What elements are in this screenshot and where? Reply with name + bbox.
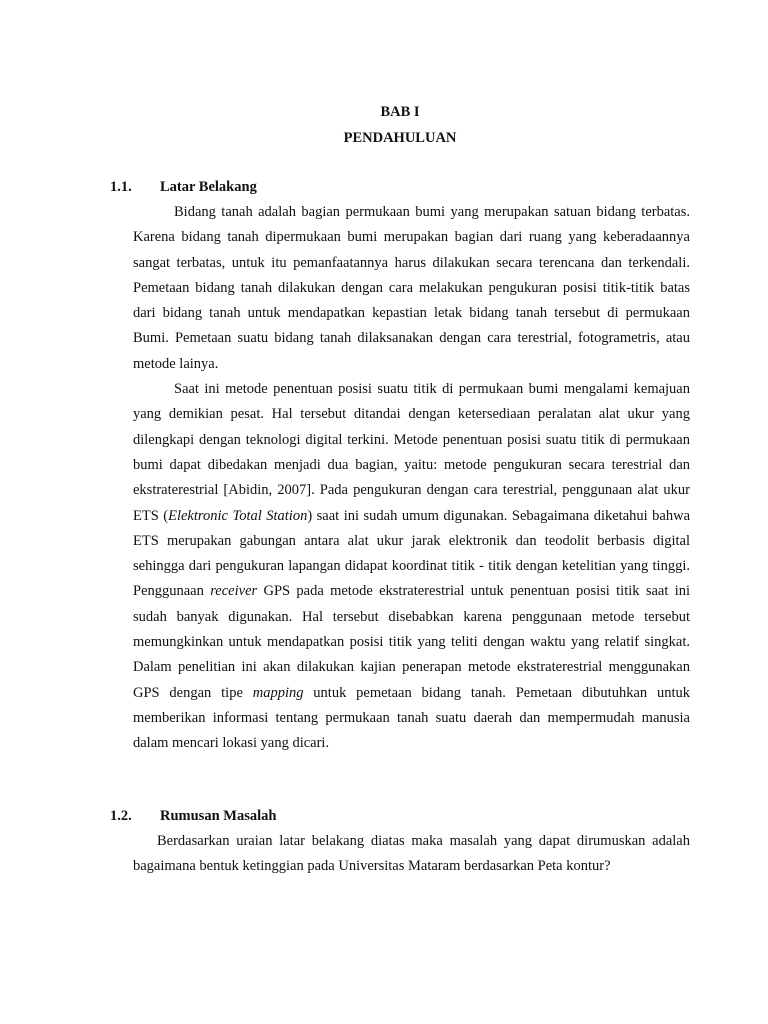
chapter-label: BAB I bbox=[380, 104, 420, 120]
section-heading-2 bbox=[110, 807, 276, 825]
italic-term: mapping bbox=[252, 684, 304, 701]
text-run: Saat ini metode penentuan posisi suatu titik di permukaan bumi mengalami kemajuan yang demikian pesat. Hal tersebut ditandai dengan ketersediaan peralatan alat ukur yang dilengkapi dengan teknologi digital terkini. Metode penentuan posisi suatu titik di permukaan bumi dapat dibedakan menjadi dua bagian, yaitu: metode pengukuran secara terestrial dan ekstraterestrial [Abidin, 2007]. Pada pengukuran dengan cara terestrial, penggunaan alat ukur ETS ( bbox=[133, 381, 690, 524]
italic-term: Elektronic Total Station bbox=[168, 507, 308, 524]
text-run: GPS pada metode ekstraterestrial untuk penentuan posisi titik saat ini sudah banyak digunakan. Hal tersebut disebabkan karena penggunaan metode tersebut memungkinkan untuk mendapatkan posisi titik yang teliti dengan waktu yang relatif singkat. Dalam penelitian ini akan dilakukan kajian penerapan metode ekstraterestrial menggunakan GPS dengan tipe bbox=[133, 583, 691, 701]
section-title: Rumusan Masalah bbox=[160, 808, 277, 824]
paragraph bbox=[133, 377, 690, 756]
section-body-1 bbox=[133, 200, 690, 757]
text-run: untuk pemetaan bidang tanah. Pemetaan dibutuhkan untuk memberikan informasi tentang permukaan tanah suatu daerah dan mempermudah manusia dalam mencari lokasi yang dicari. bbox=[133, 684, 690, 752]
paragraph: Berdasarkan uraian latar belakang diatas maka masalah yang dapat dirumuskan adalah bagaimana bentuk ketinggian pada Universitas Mataram berdasarkan Peta kontur? bbox=[133, 833, 690, 875]
text-run: ) saat ini sudah umum digunakan. Sebagaimana diketahui bahwa ETS merupakan gabungan antara alat ukur jarak elektronik dan teodolit berbasis digital sehingga dari pengukuran lapangan didapat koordinat titik - titik dengan ketelitian yang tinggi. Penggunaan bbox=[133, 507, 690, 600]
paragraph: Bidang tanah adalah bagian permukaan bumi yang merupakan satuan bidang terbatas. Karena bidang tanah dipermukaan bumi merupakan bagian dari ruang yang keberadaannya sangat terbatas, untuk itu pemanfaatannya harus dilakukan secara terencana dan terkendali. Pemetaan bidang tanah dilakukan dengan cara melakukan pengukuran posisi titik-titik batas dari bidang tanah untuk mendapatkan kepastian letak bidang tanah tersebut di permukaan Bumi. Pemetaan suatu bidang tanah dilaksanakan dengan cara terestrial, fotogrametris, atau metode lainya. bbox=[133, 204, 690, 372]
italic-term: receiver bbox=[210, 583, 258, 600]
section-body-2 bbox=[133, 829, 690, 880]
section-title: Latar Belakang bbox=[160, 179, 257, 195]
chapter-title: PENDAHULUAN bbox=[343, 130, 457, 146]
section-heading-1 bbox=[110, 178, 257, 196]
section-number: 1.2. bbox=[110, 808, 132, 824]
section-number: 1.1. bbox=[110, 179, 132, 195]
